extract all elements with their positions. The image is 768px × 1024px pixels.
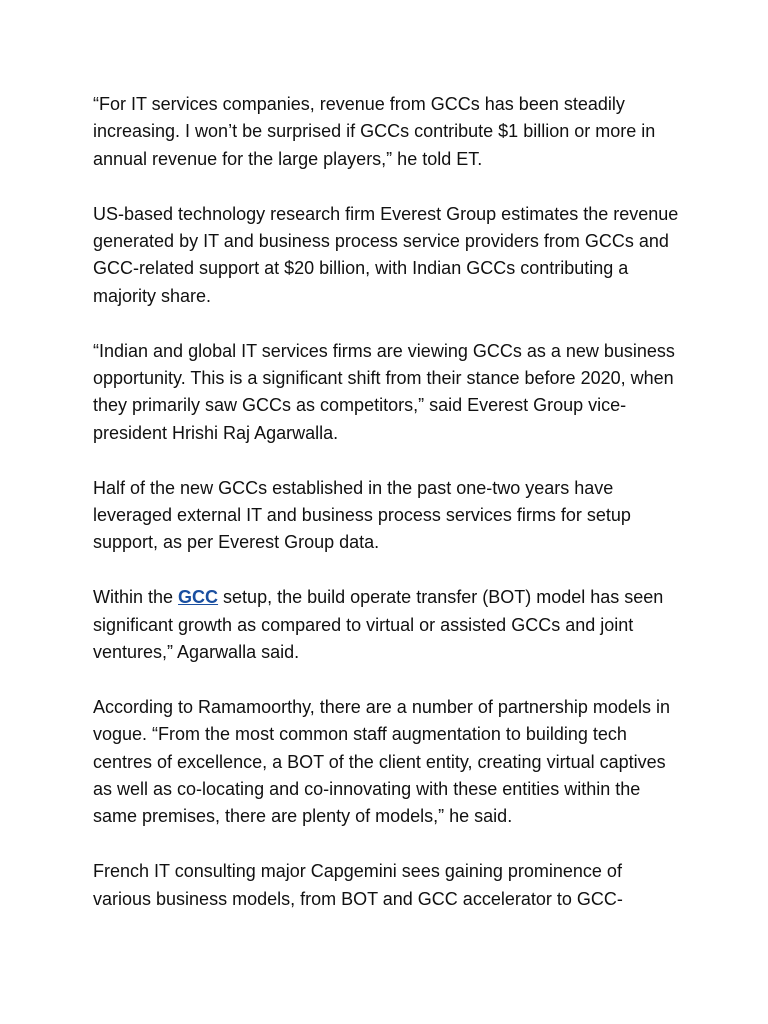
paragraph-bot-model [93, 584, 683, 666]
paragraph-new-gccs: Half of the new GCCs established in the past one-two years have leveraged external IT and business process services firms for setup support, as per Everest Group data. [93, 477, 631, 553]
paragraph-quote-revenue: “For IT services companies, revenue from GCCs has been steadily increasing. I won’t be surprised if GCCs contribute $1 billion or more in annual revenue for the large players,” he told ET. [93, 94, 656, 169]
bot-text-before: Within the [93, 587, 179, 608]
paragraph-agarwalla-quote: “Indian and global IT services firms are viewing GCCs as a new business opportunity. This is a significant shift from their stance before 2020, when they primarily saw GCCs as competitors,” said Everest Group vice-president Hrishi Raj Agarwalla. [93, 340, 675, 443]
paragraph-everest-estimate: US-based technology research firm Everest Group estimates the revenue generated by IT and business process service providers from GCCs and GCC-related support at $20 billion, with Indian GCCs contributing a majority share. [93, 203, 679, 306]
paragraph-capgemini: French IT consulting major Capgemini sees gaining prominence of various business models, from BOT and GCC accelerator to GCC- [93, 861, 623, 909]
article-body [93, 91, 683, 940]
gcc-link[interactable]: GCC [178, 587, 219, 608]
paragraph-partnership-models: According to Ramamoorthy, there are a number of partnership models in vogue. “From the most common staff augmentation to building tech centres of excellence, a BOT of the client entity, creating virtual captives as well as co-locating and co-innovating with these entities within the same premises, there are plenty of models,” he said. [93, 696, 670, 827]
bot-text-after: setup, the build operate transfer (BOT) model has seen significant growth as compared to virtual or assisted GCCs and joint ventures,” Agarwalla said. [93, 587, 664, 663]
